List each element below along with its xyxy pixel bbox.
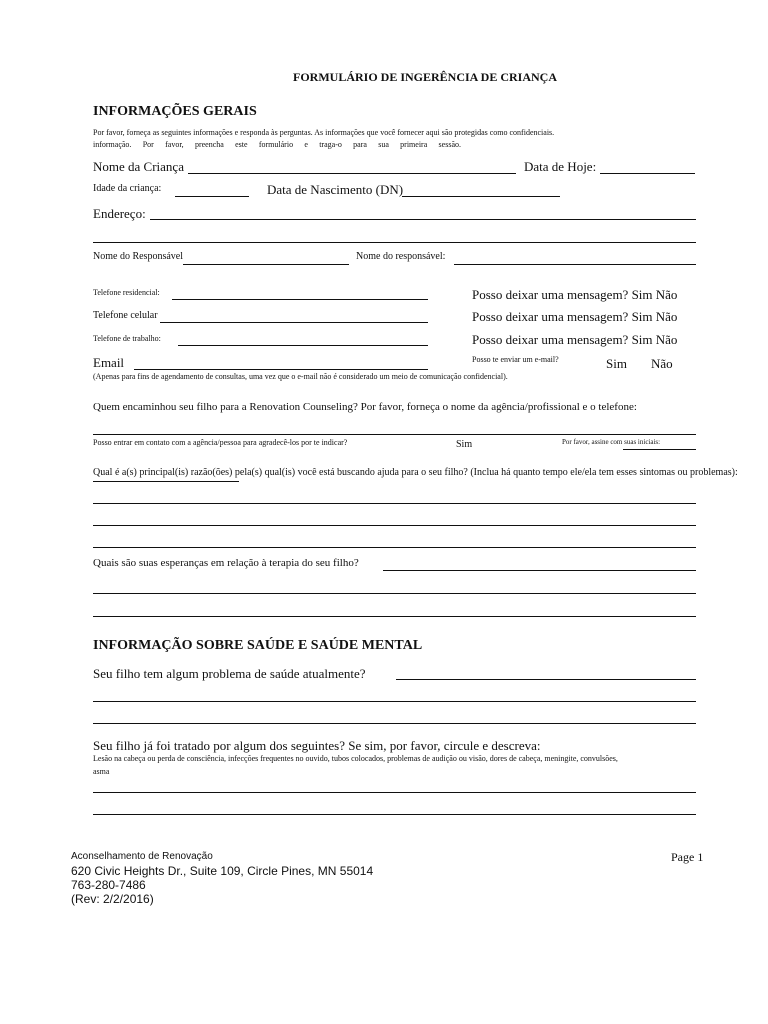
footer-address: 620 Civic Heights Dr., Suite 109, Circle Pines, MN 55014: [71, 864, 374, 878]
cell-leave-message-question: Posso deixar uma mensagem? Sim Não: [472, 309, 678, 324]
form-title: FORMULÁRIO DE INGERÊNCIA DE CRIANÇA: [293, 70, 558, 84]
child-name-field[interactable]: [188, 173, 516, 174]
hopes-field-line1[interactable]: [383, 570, 696, 571]
contact-yes-option[interactable]: Sim: [456, 439, 473, 450]
birth-date-label: Data de Nascimento (DN): [267, 182, 404, 197]
home-phone-label: Telefone residencial:: [93, 288, 160, 297]
today-date-field[interactable]: [600, 173, 695, 174]
conditions-list-line1[interactable]: Lesão na cabeça ou perda de consciência, infecções frequentes no ouvido, tubos colocados, problemas de audição ou visão, dores de cabeça, meningite, convulsões,: [93, 754, 618, 763]
guardian2-field[interactable]: [454, 264, 696, 265]
address-field-line2[interactable]: [93, 242, 696, 243]
guardian1-label: Nome do Responsável: [93, 251, 183, 262]
cell-phone-field[interactable]: [160, 322, 428, 323]
email-yes-option[interactable]: Sim: [606, 356, 627, 371]
home-leave-message-question: Posso deixar uma mensagem? Sim Não: [472, 287, 678, 302]
main-reason-field-line3[interactable]: [93, 547, 696, 548]
treated-field-line2[interactable]: [93, 814, 696, 815]
current-health-problem-field-line1[interactable]: [396, 679, 696, 680]
general-section-heading: INFORMAÇÕES GERAIS: [93, 104, 257, 119]
child-age-label: Idade da criança:: [93, 183, 162, 194]
health-section-heading: INFORMAÇÃO SOBRE SAÚDE E SAÚDE MENTAL: [93, 638, 423, 653]
work-phone-field[interactable]: [178, 345, 428, 346]
email-label: Email: [93, 355, 125, 370]
child-name-label: Nome da Criança: [93, 159, 184, 174]
home-phone-field[interactable]: [172, 299, 428, 300]
intro-text-line2: informação. Por favor, preencha este formulário e traga-o para sua primeira sessão.: [93, 140, 461, 149]
initials-field[interactable]: [623, 449, 696, 450]
intro-text-line1: Por favor, forneça as seguintes informações e responda às perguntas. As informações que você fornecer aqui são protegidas como confidenciais.: [93, 128, 555, 137]
address-label: Endereço:: [93, 206, 146, 221]
treated-question: Seu filho já foi tratado por algum dos seguintes? Se sim, por favor, circule e descreva:: [93, 738, 541, 753]
page-number: Page 1: [671, 850, 704, 864]
hopes-field-line3[interactable]: [93, 616, 696, 617]
today-date-label: Data de Hoje:: [524, 159, 597, 174]
child-age-field[interactable]: [175, 196, 249, 197]
address-field-line1[interactable]: [150, 219, 696, 220]
work-phone-label: Telefone de trabalho:: [93, 334, 161, 343]
email-no-option[interactable]: Não: [651, 356, 673, 371]
referral-question: Quem encaminhou seu filho para a Renovation Counseling? Por favor, forneça o nome da agência/profissional e o telefone:: [93, 401, 637, 413]
hopes-field-line2[interactable]: [93, 593, 696, 594]
conditions-list-line2[interactable]: asma: [93, 767, 110, 776]
contact-agency-question: Posso entrar em contato com a agência/pessoa para agradecê-los por te indicar?: [93, 438, 348, 447]
initials-note: Por favor, assine com suas iniciais:: [562, 438, 661, 446]
guardian1-field[interactable]: [183, 264, 349, 265]
main-reason-field-line2[interactable]: [93, 525, 696, 526]
footer-org-name: Aconselhamento de Renovação: [71, 851, 213, 862]
email-note: (Apenas para fins de agendamento de consultas, uma vez que o e-mail não é considerado um meio de comunicação confidencial).: [93, 372, 508, 381]
footer-phone: 763-280-7486: [71, 878, 146, 892]
treated-field-line1[interactable]: [93, 792, 696, 793]
current-health-problem-field-line3[interactable]: [93, 723, 696, 724]
birth-date-field[interactable]: [402, 196, 560, 197]
email-field[interactable]: [134, 369, 428, 370]
guardian2-label: Nome do responsável:: [356, 251, 446, 262]
main-reason-question: Qual é a(s) principal(is) razão(ões) pela(s) qual(is) você está buscando ajuda para o seu filho? (Inclua há quanto tempo ele/ela tem esses sintomas ou problemas):: [93, 467, 738, 478]
hopes-question: Quais são suas esperanças em relação à terapia do seu filho?: [93, 557, 359, 569]
main-reason-underline: [93, 481, 239, 482]
referral-field[interactable]: [93, 434, 696, 435]
email-question: Posso te enviar um e-mail?: [472, 355, 559, 364]
current-health-problem-field-line2[interactable]: [93, 701, 696, 702]
current-health-problem-question: Seu filho tem algum problema de saúde atualmente?: [93, 666, 366, 681]
footer-revision: (Rev: 2/2/2016): [71, 892, 154, 906]
main-reason-field-line1[interactable]: [93, 503, 696, 504]
cell-phone-label: Telefone celular: [93, 310, 158, 321]
work-leave-message-question: Posso deixar uma mensagem? Sim Não: [472, 332, 678, 347]
